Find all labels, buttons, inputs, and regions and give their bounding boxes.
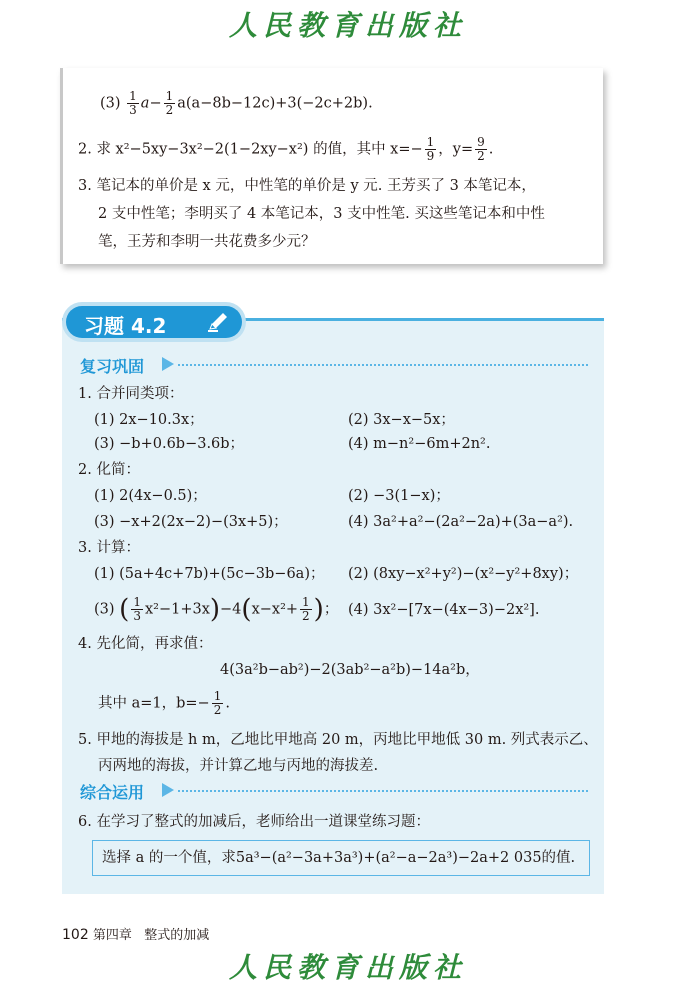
- section-review-title: 复习巩固: [80, 357, 145, 376]
- publisher-watermark: 人民教育出版社: [228, 951, 467, 984]
- question-3-line2: 2 支中性笔；李明买了 4 本笔记本，3 支中性笔. 买这些笔记本和中性: [98, 206, 545, 222]
- chapter-number: 第四章: [92, 928, 132, 943]
- section-divider: [178, 364, 588, 366]
- problem-4-expression: 4(3a²b−ab²)−2(3ab²−a²b)−14a²b，: [220, 662, 480, 678]
- problem-3c: (3) ( $\frac{1}{3}$ x²−1+3x)−4(x−x²+ $\frac{1}{2}$ )；: [94, 594, 339, 625]
- problem-3-title: 3. 计算：: [78, 540, 140, 556]
- section-divider: [178, 790, 588, 792]
- fraction-one-ninth: $\frac{1}{9}$: [426, 135, 435, 163]
- fraction-one-half: $\frac{1}{2}$: [165, 89, 174, 117]
- problem-6-title: 6. 在学习了整式的加减后，老师给出一道课堂练习题：: [78, 814, 430, 830]
- problem-2a: (1) 2(4x−0.5)；: [94, 488, 207, 504]
- section-arrow-icon: [162, 357, 174, 371]
- problem-6-question: 选择 a 的一个值，求5a³−(a²−3a+3a³)+(a²−a−2a³)−2a+2 035的值.: [102, 850, 576, 866]
- problem-3a: (1) (5a+4c+7b)+(5c−3b−6a)；: [94, 566, 325, 582]
- problem-2b: (2) −3(1−x)；: [348, 488, 450, 504]
- problem-1b: (2) 3x−x−5x；: [348, 412, 455, 428]
- section-application-title: 综合运用: [80, 783, 145, 802]
- problem-5-line2: 丙两地的海拔，并计算乙地与丙地的海拔差.: [98, 758, 379, 774]
- problem-4-condition: 其中 a=1，b=− $\frac{1}{2}$ .: [98, 689, 230, 717]
- pencil-icon: [206, 311, 230, 333]
- problem-1c: (3) −b+0.6b−3.6b；: [94, 436, 245, 452]
- page-footer: [62, 924, 209, 943]
- problem-1-title: 1. 合并同类项：: [78, 386, 184, 402]
- question-3-line3: 笔，王芳和李明一共花费多少元？: [98, 234, 316, 250]
- page-number: 102: [62, 927, 89, 943]
- problem-2c: (3) −x+2(2x−2)−(3x+5)；: [94, 514, 288, 530]
- question-3-line1: 3. 笔记本的单价是 x 元，中性笔的单价是 y 元. 王芳买了 3 本笔记本，: [78, 178, 536, 194]
- problem-1a: (1) 2x−10.3x；: [94, 412, 204, 428]
- problem-5-line1: 5. 甲地的海拔是 h m，乙地比甲地高 20 m，丙地比甲地低 30 m. 列式表示乙、: [78, 732, 598, 748]
- fraction-one-third: $\frac{1}{3}$: [129, 89, 137, 117]
- problem-3d: (4) 3x²−[7x−(4x−3)−2x²].: [348, 602, 540, 618]
- exercise-title: 习题 4.2: [84, 314, 167, 338]
- problem-2d: (4) 3a²+a²−(2a²−2a)+(3a−a²).: [348, 514, 574, 530]
- problem-2-title: 2. 化简：: [78, 462, 140, 478]
- section-arrow-icon: [162, 783, 174, 797]
- problem-1d: (4) m−n²−6m+2n².: [348, 436, 491, 452]
- question-2: 2. 求 x²−5xy−3x²−2(1−2xy−x²) 的值，其中 x=− $\frac{1}{9}$ ，y= $\frac{9}{2}$ .: [78, 135, 494, 163]
- chapter-title: 整式的加减: [144, 928, 210, 943]
- problem-3b: (2) (8xy−x²+y²)−(x²−y²+8xy)；: [348, 566, 579, 582]
- publisher-watermark: 人民教育出版社: [228, 9, 467, 42]
- item-3-expression: (3) $\frac{1}{3}$ a− $\frac{1}{2}$ a(a−8b−12c)+3(−2c+2b).: [100, 89, 373, 117]
- exercise-title-tab: [66, 306, 242, 338]
- fraction-nine-halves: $\frac{9}{2}$: [477, 135, 485, 163]
- problem-4-title: 4. 先化简，再求值：: [78, 636, 213, 652]
